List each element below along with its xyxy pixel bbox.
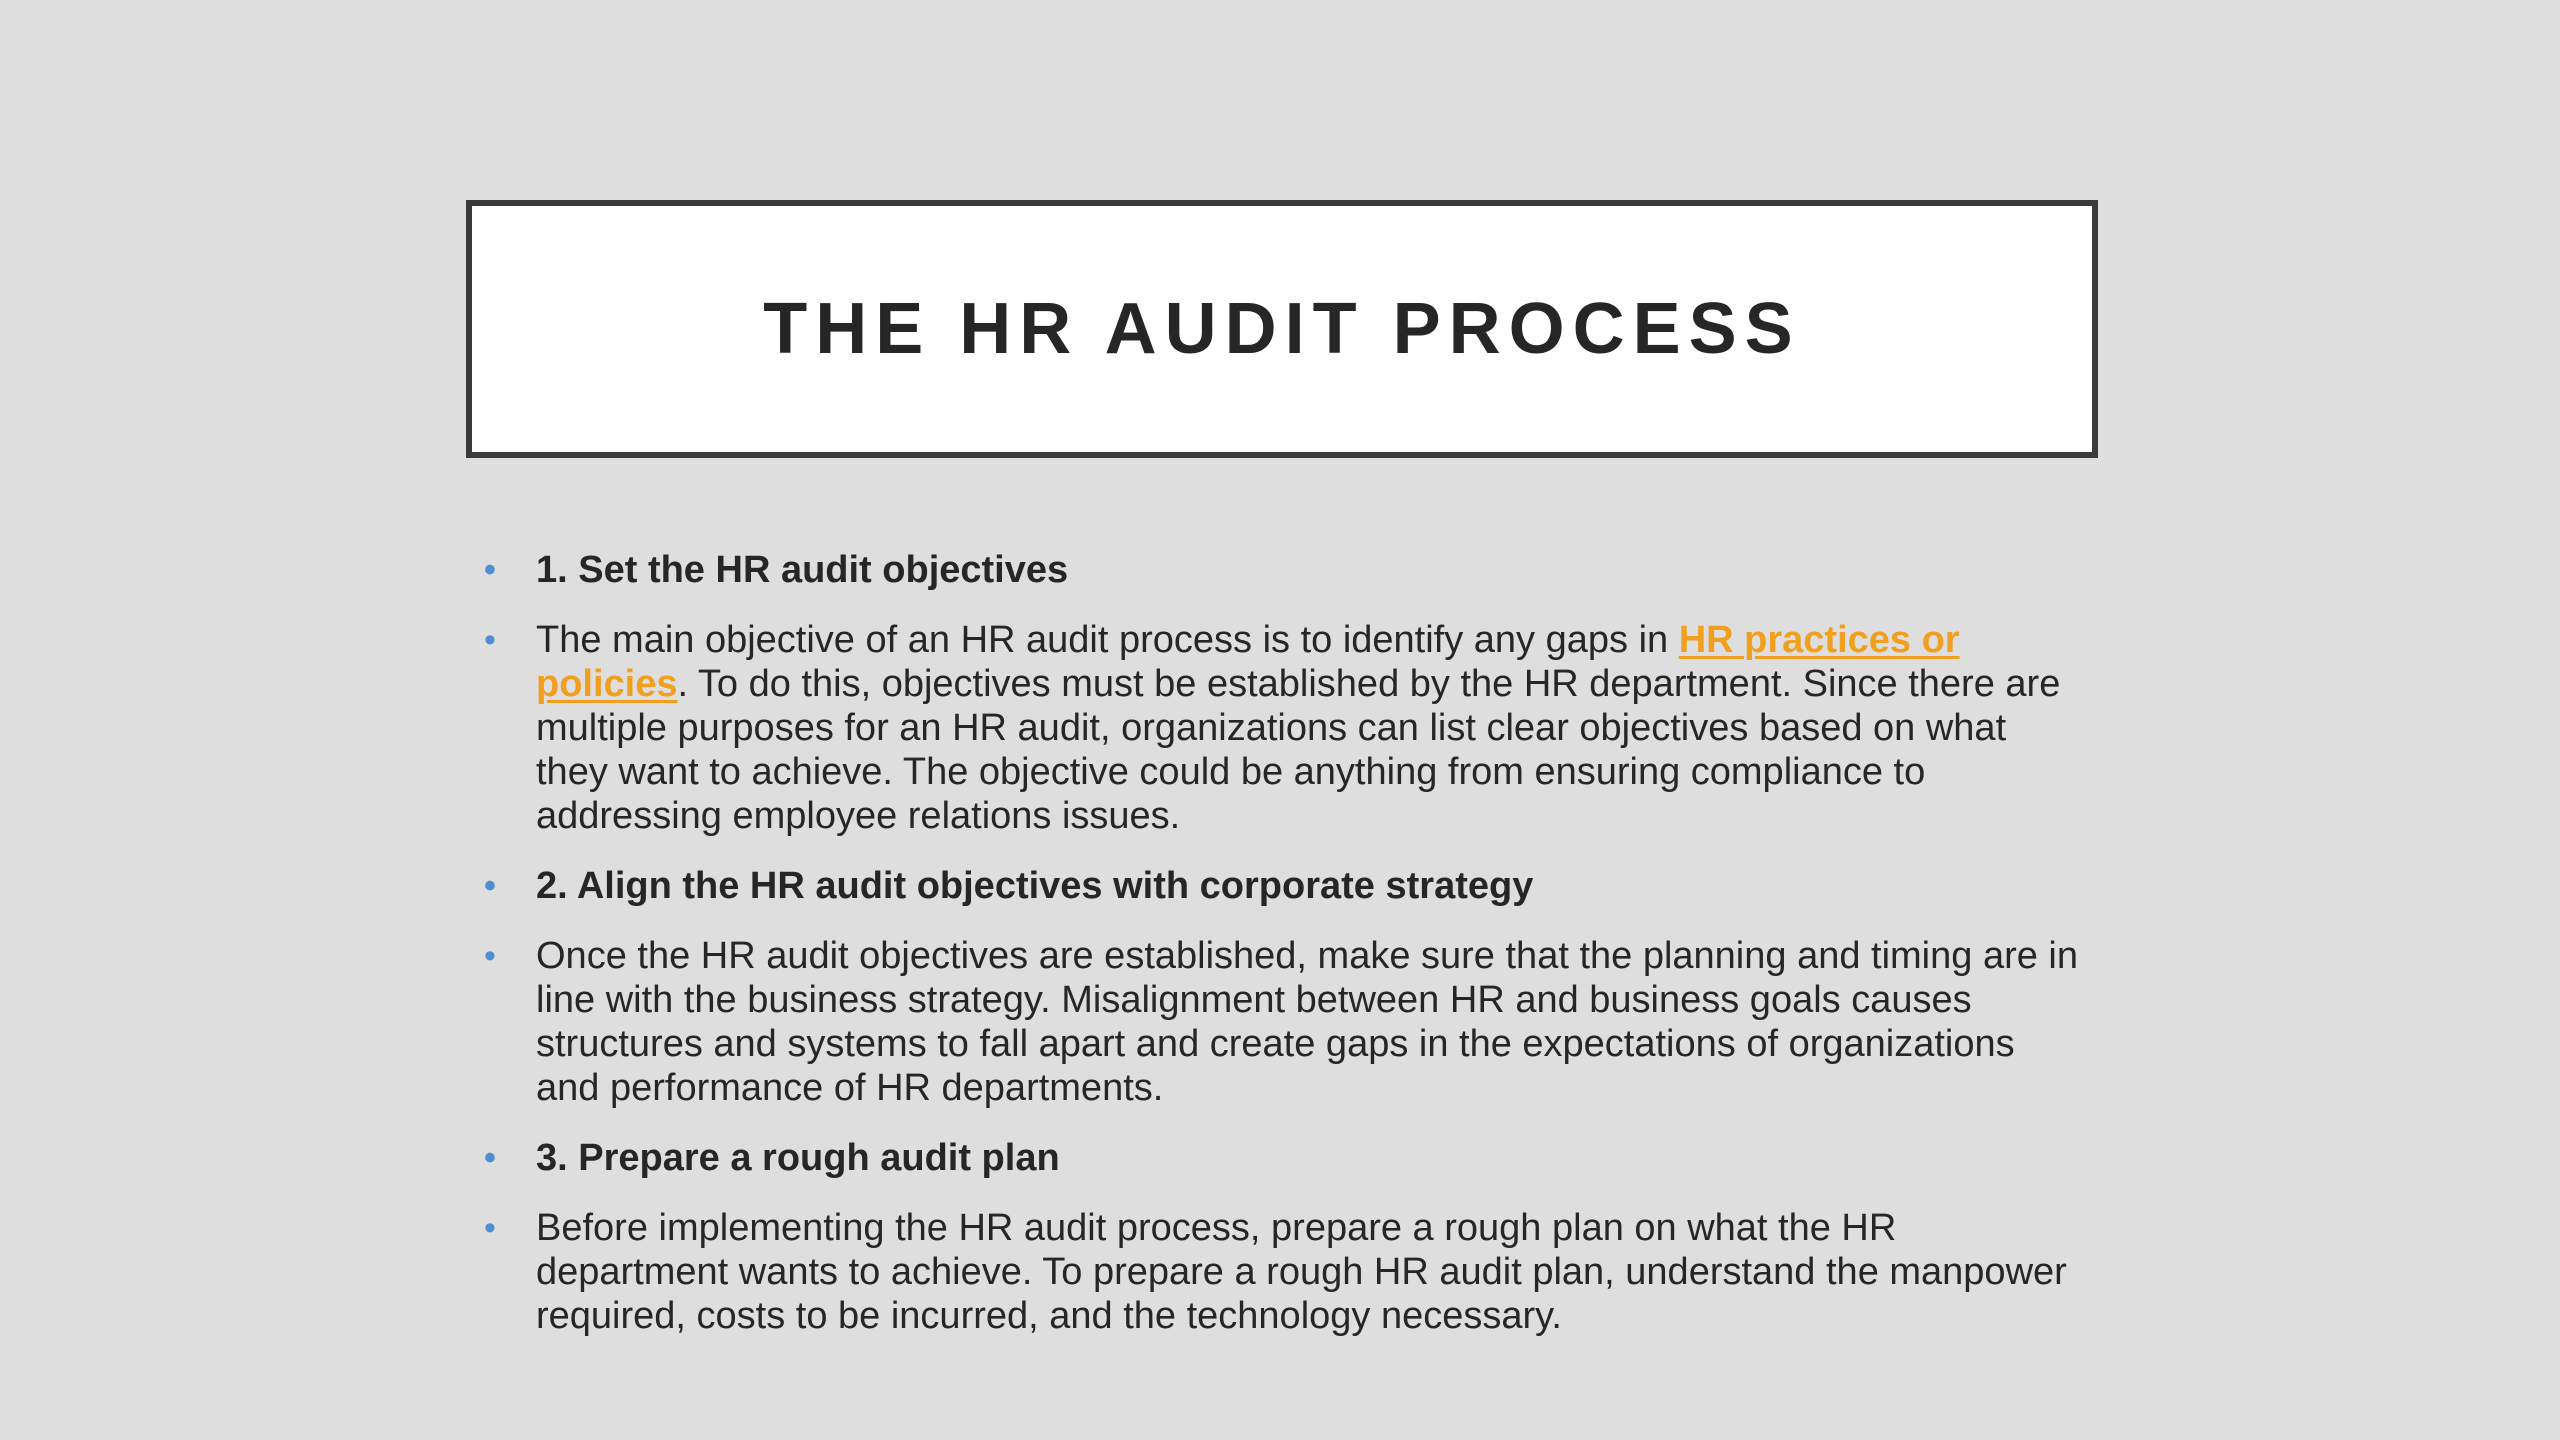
bullet-icon: • (484, 867, 496, 905)
heading-text: 3. Prepare a rough audit plan (536, 1137, 1060, 1179)
paragraph-text: Once the HR audit objectives are established, make sure that the planning and timing are in line with the business strategy. Misalignment between HR and business goals causes structures and systems to fall apart and create gaps in the expectations of organizations and performance of HR departments. (536, 935, 2079, 1109)
heading-text: 2. Align the HR audit objectives with corporate strategy (536, 865, 1534, 907)
hr-practices-link[interactable]: HR practices or policies (536, 619, 1960, 705)
bullet-icon: • (484, 1139, 496, 1177)
heading-text: 1. Set the HR audit objectives (536, 549, 1069, 591)
paragraph-text-before: The main objective of an HR audit process is to identify any gaps in (536, 619, 1679, 661)
slide-title: THE HR AUDIT PROCESS (763, 289, 1801, 369)
title-box (466, 200, 2098, 458)
paragraph-text-after: . To do this, objectives must be established by the HR department. Since there are multiple purposes for an HR audit, organizations can list clear objectives based on what they want to achieve. The objective could be anything from ensuring compliance to addressing employee relations issues. (536, 663, 2061, 837)
bullet-icon: • (484, 937, 496, 975)
bullet-heading-3 (480, 1136, 2080, 1180)
bullet-icon: • (484, 551, 496, 589)
bullet-icon: • (484, 621, 496, 659)
paragraph-text: Before implementing the HR audit process, prepare a rough plan on what the HR department wants to achieve. To prepare a rough HR audit plan, understand the manpower required, costs to be incurred, and the technology necessary. (536, 1207, 2067, 1337)
bullet-paragraph-1 (480, 618, 2080, 838)
bullet-icon: • (484, 1209, 496, 1247)
bullet-list (480, 548, 2080, 1364)
bullet-paragraph-2 (480, 934, 2080, 1110)
bullet-paragraph-3 (480, 1206, 2080, 1338)
bullet-heading-1 (480, 548, 2080, 592)
bullet-heading-2 (480, 864, 2080, 908)
